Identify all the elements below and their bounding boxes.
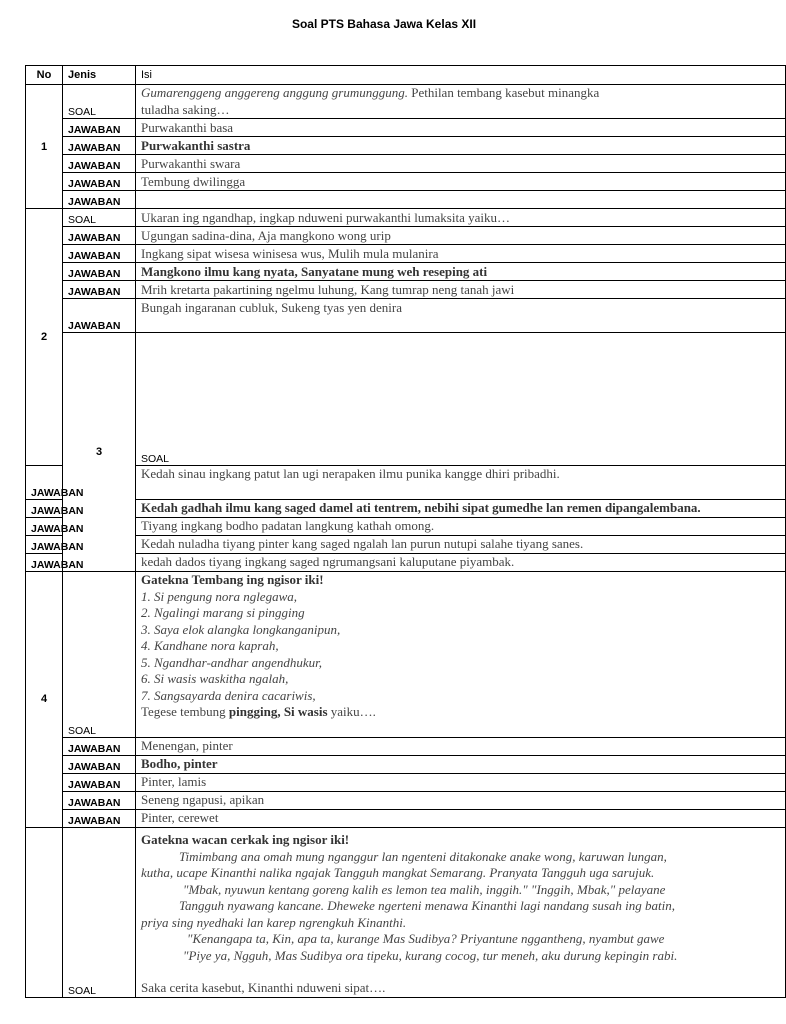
answer-option: Tembung dwilingga (136, 173, 786, 191)
poem-line: 6. Si wasis waskitha ngalah, (141, 671, 289, 686)
table-row (26, 191, 786, 209)
answer-option: Mrih kretarta pakartining ngelmu luhung, Kang tumrap neng tanah jawi (136, 281, 786, 299)
type-label-jawaban: JAWABAN (63, 155, 136, 173)
table-row (26, 517, 786, 535)
question-prompt: Tegese tembung (141, 704, 229, 719)
type-label-jawaban: JAWABAN (26, 553, 63, 571)
table-row (26, 85, 786, 119)
answer-option: Ugungan sadina-dina, Aja mangkono wong urip (136, 227, 786, 245)
table-row (26, 227, 786, 245)
type-label-jawaban: JAWABAN (63, 791, 136, 809)
story-line: kutha, ucape Kinanthi nalika ngajak Tangguh mangkat Semarang. Pranyata Tangguh uga sarujuk. (141, 865, 655, 880)
type-label-jawaban: JAWABAN (63, 173, 136, 191)
answer-option-correct: Purwakanthi sastra (136, 137, 786, 155)
type-label-soal: SOAL (63, 85, 136, 119)
type-label-jawaban: JAWABAN (63, 191, 136, 209)
question-heading: Gatekna wacan cerkak ing ngisor iki! (141, 832, 350, 847)
type-label-jawaban: JAWABAN (63, 281, 136, 299)
type-label-soal: SOAL (136, 333, 786, 466)
question-number: 1 (26, 85, 63, 209)
type-label-jawaban: JAWABAN (26, 535, 63, 553)
type-label-jawaban: JAWABAN (63, 263, 136, 281)
table-row (26, 499, 786, 517)
table-row (26, 281, 786, 299)
question-text (136, 571, 786, 737)
type-label-jawaban: JAWABAN (26, 517, 63, 535)
table-row (26, 827, 786, 997)
answer-option: Kedah nuladha tiyang pinter kang saged ngalah lan purun nutupi salahe tiyang sanes. (136, 535, 786, 553)
type-label-jawaban: JAWABAN (63, 737, 136, 755)
question-text: Ukaran ing ngandhap, ingkap nduweni purwakanthi lumaksita yaiku… (136, 209, 786, 227)
poem-line: 7. Sangsayarda denira cacariwis, (141, 687, 316, 703)
table-row (26, 173, 786, 191)
answer-text: Bungah ingaranan cubluk, Sukeng tyas yen denira (141, 299, 403, 315)
question-text (136, 827, 786, 997)
type-label-jawaban: JAWABAN (26, 465, 63, 499)
document-title: Soal PTS Bahasa Jawa Kelas XII (291, 17, 477, 31)
type-label-jawaban: JAWABAN (63, 773, 136, 791)
answer-option-empty (136, 191, 786, 209)
answer-option: kedah dados tiyang ingkang saged ngrumangsani kaluputane piyambak. (136, 553, 786, 571)
poem-line: 5. Ngandhar-andhar angendhukur, (141, 654, 323, 670)
question-prompt: Saka cerita kasebut, Kinanthi nduweni sipat…. (141, 980, 386, 995)
story-line: priya sing nyedhaki lan karep ngrengkuh Kinanthi. (141, 914, 407, 930)
type-label-jawaban: JAWABAN (63, 119, 136, 137)
answer-option: Purwakanthi basa (136, 119, 786, 137)
table-row (26, 809, 786, 827)
answer-option-correct: Mangkono ilmu kang nyata, Sanyatane mung weh reseping ati (136, 263, 786, 281)
type-label-soal: SOAL (63, 571, 136, 737)
table-row (26, 465, 786, 499)
answer-option: Pinter, cerewet (136, 809, 786, 827)
poem-line: 1. Si pengung nora nglegawa, (141, 588, 297, 604)
answer-option: Tiyang ingkang bodho padatan langkung kathah omong. (136, 517, 786, 535)
type-label-jawaban: JAWABAN (63, 245, 136, 263)
header-jenis: Jenis (63, 66, 136, 85)
question-number: 3 (63, 333, 136, 572)
table-row (26, 137, 786, 155)
story-line: "Mbak, nyuwun kentang goreng kalih es lemon tea malih, inggih." "Inggih, Mbak," pelayane (183, 881, 666, 897)
type-label-soal: SOAL (63, 827, 136, 997)
table-row (26, 535, 786, 553)
answer-option-correct: Kedah gadhah ilmu kang saged damel ati tentrem, nebihi sipat gumedhe lan remen dipangalembana. (136, 499, 786, 517)
answer-option: Pinter, lamis (136, 773, 786, 791)
question-text-rest: Pethilan tembang kasebut minangka (407, 85, 600, 100)
story-line: "Kenangapa ta, Kin, apa ta, kurange Mas Sudibya? Priyantune nggantheng, nyambut gawe (187, 931, 665, 946)
question-number-cell (26, 827, 63, 997)
poem-line: 3. Saya elok alangka longkanganipun, (141, 621, 341, 637)
table-row (26, 333, 786, 466)
question-italic-text: Gumarenggeng anggereng anggung grumunggung. (141, 85, 408, 100)
answer-option: Menengan, pinter (136, 737, 786, 755)
table-row (26, 553, 786, 571)
table-row (26, 245, 786, 263)
type-label-jawaban: JAWABAN (63, 227, 136, 245)
poem-line: 2. Ngalingi marang si pingging (141, 605, 305, 620)
answer-option: Ingkang sipat wisesa winisesa wus, Mulih mula mulanira (136, 245, 786, 263)
table-row (26, 119, 786, 137)
answer-option (136, 299, 786, 333)
header-no: No (26, 66, 63, 85)
story-line: Timimbang ana omah mung nganggur lan ngenteni ditakonake anake wong, karuwan lungan, (179, 848, 667, 864)
type-label-jawaban: JAWABAN (26, 499, 63, 517)
header-isi: Isi (136, 66, 786, 85)
table-row (26, 773, 786, 791)
type-label-jawaban: JAWABAN (63, 137, 136, 155)
table-row (26, 209, 786, 227)
question-number: 4 (26, 571, 63, 827)
story-line: Tangguh nyawang kancane. Dheweke ngerteni menawa Kinanthi lagi nandang susah ing batin, (179, 898, 676, 913)
answer-option-correct: Bodho, pinter (136, 755, 786, 773)
table-row (26, 755, 786, 773)
question-prompt-bold: pingging, Si wasis (228, 704, 328, 719)
type-label-jawaban: JAWABAN (63, 299, 136, 333)
answer-option: Seneng ngapusi, apikan (136, 791, 786, 809)
type-label-jawaban: JAWABAN (63, 755, 136, 773)
question-prompt-end: yaiku…. (327, 704, 376, 719)
table-header-row (26, 66, 786, 85)
table-row (26, 737, 786, 755)
answer-option (136, 465, 786, 499)
quiz-table (25, 65, 786, 998)
table-row (26, 571, 786, 737)
poem-line: 4. Kandhane nora kaprah, (141, 638, 279, 653)
answer-text: Kedah sinau ingkang patut lan ugi nerapaken ilmu punika kangge dhiri pribadhi. (141, 466, 560, 481)
table-row (26, 263, 786, 281)
question-heading: Gatekna Tembang ing ngisor iki! (141, 572, 324, 587)
question-text-line: tuladha saking… (141, 101, 230, 117)
question-number: 2 (26, 209, 63, 466)
type-label-jawaban: JAWABAN (63, 809, 136, 827)
table-row (26, 299, 786, 333)
story-line: "Piye ya, Ngguh, Mas Sudibya ora tipeku, kurang cocog, tur meneh, aku durung kepingin rabi. (183, 947, 678, 963)
question-text (136, 85, 786, 119)
table-row (26, 155, 786, 173)
answer-option: Purwakanthi swara (136, 155, 786, 173)
table-row (26, 791, 786, 809)
type-label-soal: SOAL (63, 209, 136, 227)
